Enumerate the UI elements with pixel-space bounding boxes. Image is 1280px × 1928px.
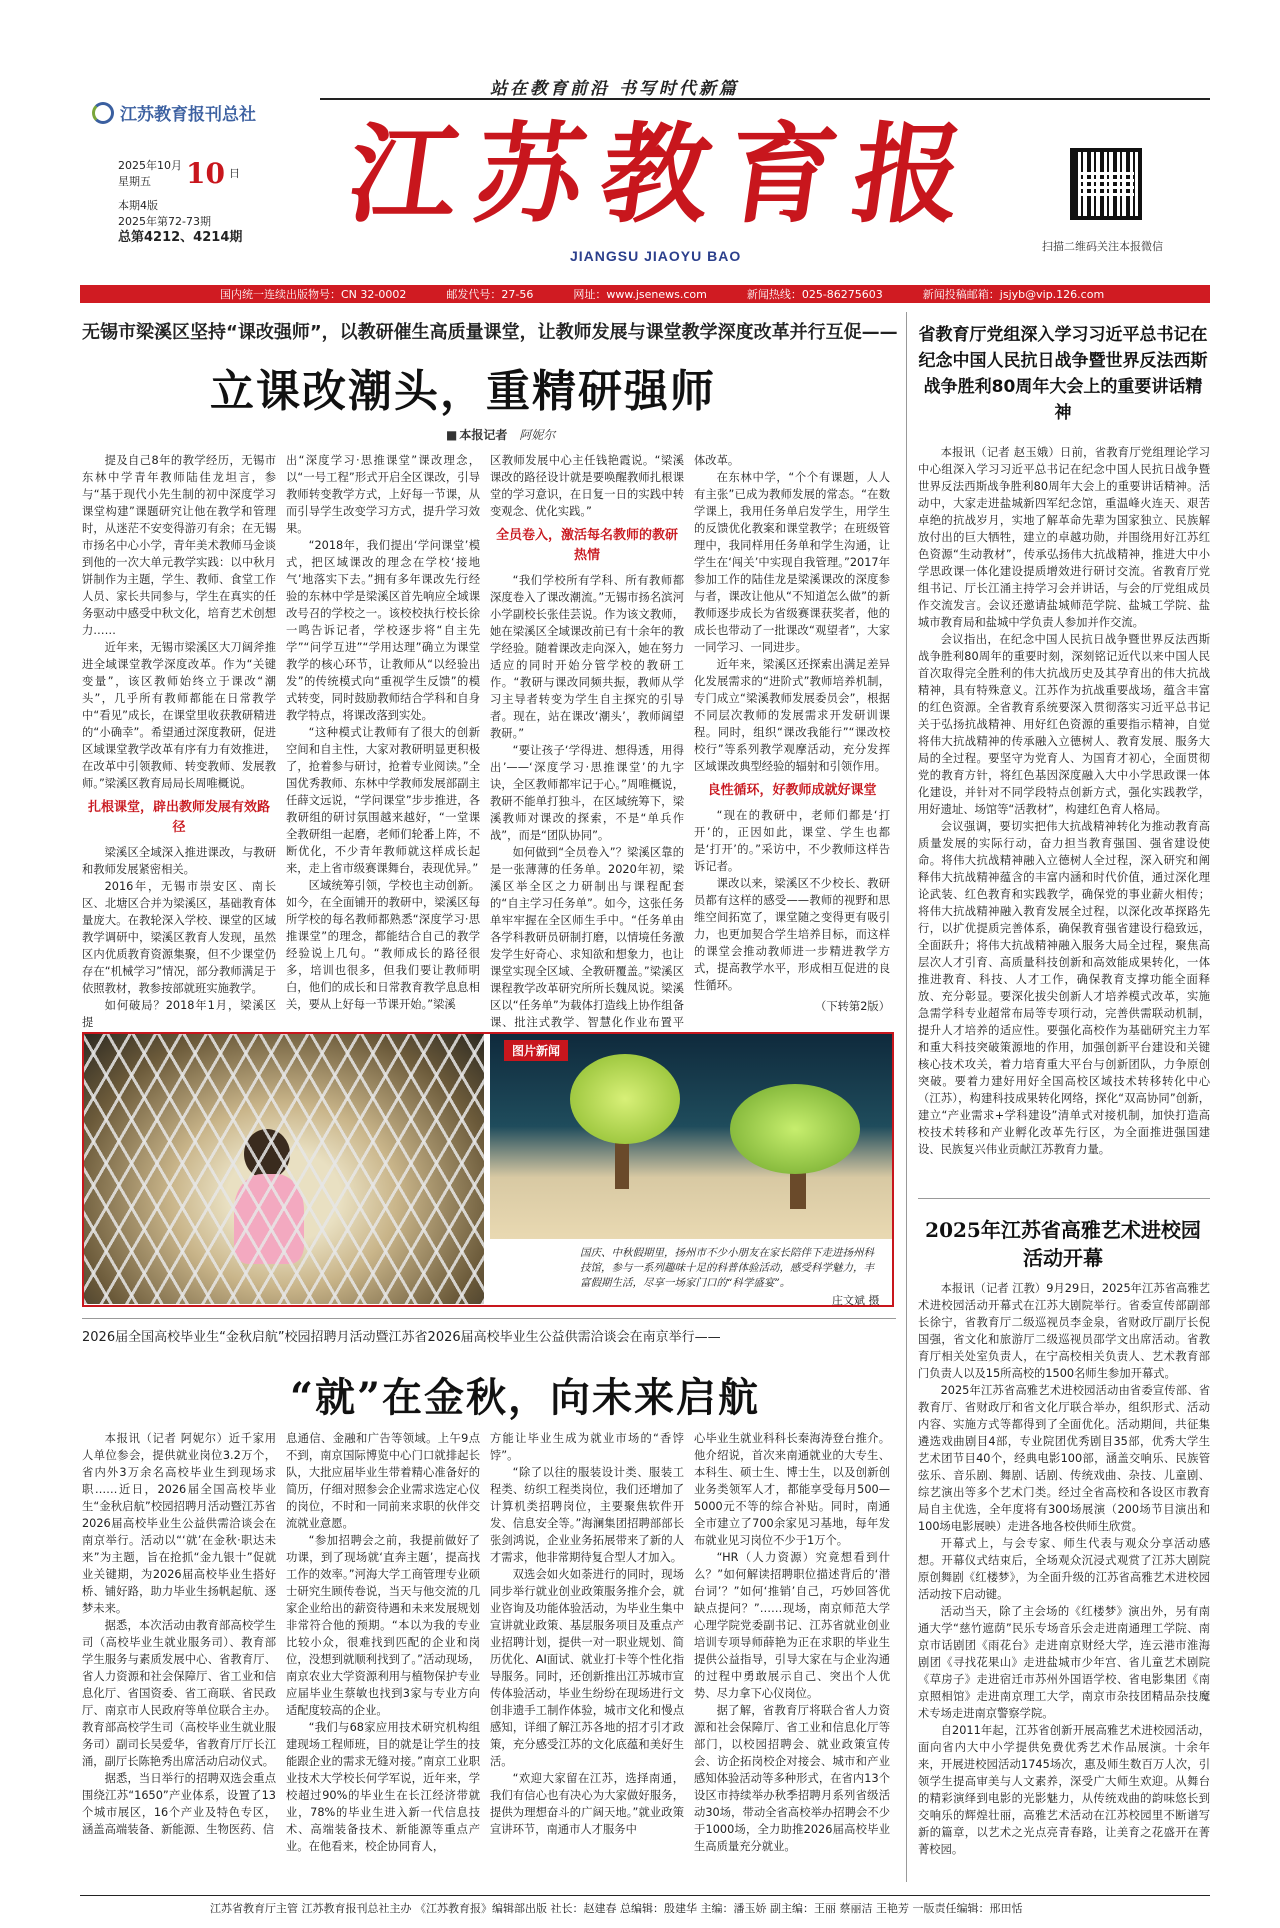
article1-subhead1: 扎根课堂，辟出教师发展有效路径 [87,800,270,835]
paragraph: 据了解，省教育厅将联合省人力资源和社会保障厅、省工业和信息化厅等部门，以校园招聘会、就业政策宣传会、访企拓岗校企对接会、城市和产业感知体验活动等多种形式，在省内13个设区市持续举办秋季招聘月系列省级活动30场，带动全省高校举办招聘会不少于1000场，全力助推2026届高校毕业生高质量充分就业。 [694,1704,890,1853]
info-web[interactable]: 网址：www.jsenews.com [573,288,707,301]
paragraph: 如何做到“全员卷入”？梁溪区靠的是一张薄薄的任务单。2020年初，梁溪区举全区之力研制出与课程配套的“自主学习任务单”。如今，这张任务单牢牢握在全区师生手中。“任务单由各学科教研员研制打磨，以情境任务激发学生好奇心、求知欲和想象力，也让课堂实现全区域、全教研覆盖。”梁溪区课程教学改革研究所所长魏凤说。梁溪区以“任务单”为载体打造线上协作组备课、批注式教学、智慧化作业布置平 [490,846,684,1029]
article1-col1 [82,452,276,1029]
footer-credits: 江苏省教育厅主管 江苏教育报刊总社主办 《江苏教育报》编辑部出版 社长：赵建春 总编辑：殷建华 主编：潘玉娇 副主编：王丽 蔡丽洁 王艳芳 一版责任编辑：邢田恬 [210,1902,1023,1915]
article1-kicker: 无锡市梁溪区坚持“课改强师”，以教研催生高质量课堂，让教师发展与课堂教学深度改革并行互促—— [82,322,898,343]
article2-headline[interactable]: “就”在金秋，向未来启航 [290,1374,761,1421]
article2-col1 [82,1430,276,1885]
byline-name: 阿妮尔 [519,428,556,442]
paragraph: 体改革。 [694,454,740,467]
paragraph: 方能让毕业生成为就业市场的“香饽饽”。 [490,1432,684,1462]
newspaper-title: 江苏教育报 [341,112,989,238]
info-bar [80,285,1210,303]
newspaper-pinyin: JIANGSU JIAOYU BAO [570,248,742,264]
article2-col2 [286,1430,480,1885]
paragraph: “我们学校所有学科、所有教师都深度卷入了课改潮流。”无锡市扬名滨河小学副校长张佳芸说。作为该文教师，她在梁溪区全域课改前已有十余年的教学经验。随着课改走向深入，她在努力适应的同时开始分管学校的教研工作。“教研与课改同频共振，教师从学习主导者转变为学生自主探究的引导者。现在，站在课改‘潮头’，教师阔望教研。” [490,574,684,740]
paragraph: 据悉，当日举行的招聘双选会重点围绕江苏“1650”产业体系，设置了13个城市展区，16个产业及特色专区，涵盖高端装备、新能源、生物医药、信 [82,1772,276,1836]
paragraph: “欢迎大家留在江苏，选择南通，我们有信心也有决心为大家做好服务，提供为理想奋斗的广阔天地。”就业政策宣讲环节，南通市人才服务中 [490,1772,684,1836]
right1-body [918,444,1210,1184]
right2-body [918,1280,1210,1884]
edition: 本期4版 [118,199,158,212]
paragraph: 如何破局？2018年1月，梁溪区提 [82,999,276,1029]
masthead-slogan: 站在教育前沿 书写时代新篇 [490,79,739,99]
continued-note[interactable]: （下转第2版） [815,1000,890,1013]
paragraph: 会议强调，要切实把伟大抗战精神转化为推动教育高质量发展的实际行动，奋力担当教育强国、强省建设使命。将伟大抗战精神融入立德树人全过程，深入研究和阐释伟大抗战精神蕴含的丰富内涵和时代价值，通过深化理论武装、红色教育和实践教学，确保党的事业薪火相传；将伟大抗战精神融入教育发展全过程，以深化改革探路先行，以扩优提质完善体系，确保教育强省建设行稳致远，全面跃升；将伟大抗战精神融入服务大局全过程，聚焦高层次人才引育、高质量科技创新和高效能成果转化，一体推进教育、科技、人才工作，确保教育支撑功能全面释放、充分彰显。要深化拔尖创新人才培养模式改革，实施急需学科专业超常布局等专项行动，完善供需联动机制，提升人才培养的适应性。要强化高校作为基础研究主力军和重大科技突破策源地的作用，加强创新平台建设和关键核心技术攻关，着力培育重大平台与创新团队，力争原创突破。要着力建好用好全国高校区域技术转移转化中心（江苏），构建科技成果转化网络，探化“双高协同”创新，建立“产业需求+学科建设”清单式对接机制，加快打造高校技术转移和产业孵化改革先行区，为全面推进强国建设、民族复兴伟业贡献江苏教育力量。 [918,820,1210,1156]
net-pattern [84,1034,484,1304]
date-block [118,158,258,246]
article1-subhead2: 全员卷入，激活每名教师的教研热情 [495,528,678,563]
paragraph: 在东林中学，“个个有课题，人人有主张”已成为教师发展的常态。“在数学课上，我用任务单启发学生，用学生的反馈优化教案和课堂教学；在班级管理中，我同样用任务单和学生沟通，让学生在‘闯关’中实现自我管理。”2017年参加工作的陆佳龙是梁溪课改的深度参与者，课改让他从“不知道怎么做”的新教师逐步成长为省级赛课获奖者，他的成长也带动了一批课改“观望者”，大家一同学习、一同进步。 [694,471,890,654]
right2-headline[interactable]: 2025年江苏省高雅艺术进校园活动开幕 [925,1218,1201,1270]
paragraph: “参加招聘会之前，我提前做好了功课，到了现场就‘直奔主题’，提高找工作的效率。”河海大学工商管理专业硕士研究生顾传卷说，当天与他交流的几家企业给出的薪资待遇和未来发展规划非常符合他的预期。“本以为我的专业比较小众，很难找到匹配的企业和岗位，没想到就顺利找到了。”活动现场，南京农业大学资源利用与植物保护专业应届毕业生蔡敏也找到3家与专业方向适配度较高的企业。 [286,1534,480,1717]
paragraph: 2016年，无锡市崇安区、南长区、北塘区合并为梁溪区，基础教育体量庞大。在教轮深入学校、课堂的区域教学调研中，梁溪区教育人发现，虽然区内优质教育资源集聚，但不少课堂仍存在“机械学习”情况，部分教师满足于依照教材，教参按部就班实施教学。 [82,880,276,995]
publisher-logo-icon [92,102,114,124]
paragraph: “要让孩子‘学得进、想得透，用得出’——‘深度学习·思推课堂’的九字诀，全区教师都牢记于心。”周唯概说，教研不能单打独斗，在区域统筹下，梁溪教师对课改的探索，不是“单兵作战”，而是“团队协同”。 [490,744,684,842]
tree-canopy [570,1054,680,1144]
info-hotline: 新闻热线：025-86275603 [746,288,883,301]
date-day: 10 [186,157,225,190]
right-divider [918,1198,1210,1199]
article1-byline [446,426,555,443]
article1-col2 [286,452,480,1017]
date-month: 2025年10月 [118,159,182,172]
tree-canopy [730,1084,860,1174]
byline-label: ■ 本报记者 [446,428,507,442]
info-postal: 邮发代号：27-56 [446,288,534,301]
article1-subhead3: 良性循环，好教师成就好课堂 [707,783,877,798]
paragraph: “现在的教研中，老师们都是‘打开’的，正因如此，课堂、学生也都是‘打开’的。”采访中，不少教师这样告诉记者。 [694,809,890,873]
paragraph: 梁溪区全域深入推进课改，与教研和教师发展紧密相关。 [82,846,276,876]
section-divider [82,1318,896,1319]
paragraph: 自2011年起，江苏省创新开展高雅艺术进校园活动，面向省内大中小学提供免费优秀艺术作品展演。十余年来，开展进校园活动1745场次，惠及师生数百万人次，引领学生提高审美与人文素养，深受广大师生欢迎。从舞台的精彩演绎到电影的光影魅力，从传统戏曲的韵味悠长到交响乐的辉煌壮丽，高雅艺术活动在江苏校园里不断谱写新的篇章，以艺术之光点亮青春路，让美育之花盛开在菁菁校园。 [918,1724,1210,1856]
date-day-unit: 日 [228,167,240,180]
article2-kicker: 2026届全国高校毕业生“金秋启航”校园招聘月活动暨江苏省2026届高校毕业生公益供需洽谈会在南京举行—— [82,1330,721,1345]
paragraph: “HR（人力资源）究竟想看到什么？”如何解读招聘职位描述背后的‘潜台词’？”如何‘推销’自己，巧妙回答优缺点提问？”……现场，南京师范大学心理学院党委副书记、江苏省就业创业培训专项导师薛艳为正在求职的毕业生提供公益指导，引导大家在与企业沟通的过程中勇敢展示自己、突出个人优势、尽力拿下心仪岗位。 [694,1551,890,1700]
masthead-rule [320,98,1210,100]
photo-news-tag: 图片新闻 [504,1040,568,1061]
paragraph: 2025年江苏省高雅艺术进校园活动由省委宣传部、省教育厅、省财政厅和省文化厅联合举办，组织形式、活动内容、实施方式等都得到了全面优化。活动期间，共征集遴选戏曲剧目4部，专业院团优秀剧目35部，优秀大学生艺术团节目40个，经典电影100部，涵盖交响乐、民族管弦乐、音乐剧、舞剧、话剧、传统戏曲、杂技、儿童剧、综艺演出等多个艺术门类。经过全省高校和各设区市教育局自主优选，全年度将有300场展演（200场节目演出和100场电影展映）走进各地各校供师生欣赏。 [918,1384,1210,1533]
qr-code-icon[interactable] [1070,148,1142,220]
paragraph: 提及自己8年的教学经历，无锡市东林中学青年教师陆佳龙坦言，参与“基于现代小先生制的初中深度学习课堂构建”课题研究让他在教学和管理时，从迷茫不安变得游刃有余；在无锡市扬名中心小学，青年美术教师马金谈到他的一次大单元教学实践：以中秋月饼制作为主题，学生、教师、食堂工作人员、家长共同参与，学生在真实的任务驱动中感受中秋文化，培育艺术创想力…… [82,454,276,637]
photo-science-hall[interactable] [490,1034,892,1239]
issue-number: 2025年第72-73期 [118,215,211,228]
paragraph: 心毕业生就业科科长秦海涛登台推介。他介绍说，首次来南通就业的大专生、本科生、硕士生、博士生，以及创新创业务类领军人才，都能享受每月500—5000元不等的综合补贴。同时，南通全市建立了700余家见习基地，每年发布就业见习岗位不少于1万个。 [694,1432,890,1547]
paragraph: 区教师发展中心主任钱艳霞说。“梁溪课改的路径设计就是要唤醒教师扎根课堂的学习意识，在日复一日的实践中转变观念、优化实践。” [490,454,684,518]
paragraph: 出“深度学习·思推课堂”课改理念，以“一号工程”形式开启全区课改，引导教师转变教学方式，上好每一节课，从而引导学生改变学习方式，提升学习效果。 [286,454,480,535]
paragraph: 据悉，本次活动由教育部高校学生司（高校毕业生就业服务司）、教育部学生服务与素质发展中心、省教育厅、省人力资源和社会保障厅、省工业和信息化厅、省国资委、省工商联、省民政厅、南京市人民政府等单位联合主办。教育部高校学生司（高校毕业生就业服务司）副司长吴爱华，省教育厅厅长江涌，副厅长陈艳秀出席活动启动仪式。 [82,1619,276,1768]
photo-credit: 庄文斌 摄 [832,1294,880,1307]
paragraph: 本报讯（记者 阿妮尔）近千家用人单位参会，提供就业岗位3.2万个，省内外3万余名高校毕业生到现场求职……近日，2026届全国高校毕业生“金秋启航”校园招聘月活动暨江苏省2026届高校毕业生公益供需洽谈会在南京举行。活动以“‘就’在金秋·职达未来”为主题，旨在抢抓“金九银十”促就业关键期，为2026届高校毕业生搭好桥、铺好路，助力毕业生扬帆起航、逐梦未来。 [82,1432,276,1615]
paragraph: 近年来，梁溪区还探索出满足差异化发展需求的“进阶式”教师培养机制，专门成立“梁溪教师发展委员会”，根据不同层次教师的发展需求开发研训课程。同时，组织“课改我能行”“课改校校行”等系列教学观摩活动，充分发挥区域课改典型经验的辐射和引领作用。 [694,658,890,773]
article1-headline[interactable]: 立课改潮头，重精研强师 [210,366,716,417]
paragraph: 双选会如火如荼进行的同时，现场同步举行就业创业政策服务推介会，就业咨询及功能体验活动，为毕业生集中宣讲就业政策、基层服务项目及重点产业招聘计划，提供一对一职业规划、简历优化、AI面试、就业打卡等个性化指导服务。同时，还创新推出江苏城市宣传体验活动，毕业生纷纷在现场进行文创非遗手工制作体验，城市文化和慢点感知，详细了解江苏各地的招才引才政策，充分感受江苏的文化底蕴和美好生活。 [490,1568,684,1768]
total-issue: 总第4212、4214期 [118,230,243,245]
footer-rule [80,1895,1210,1896]
paragraph: “除了以往的服装设计类、服装工程类、纺织工程类岗位，我们还增加了计算机类招聘岗位，主要聚焦软件开发、信息安全等。”海澜集团招聘部部长张剑鸿说，企业业务拓展带来了新的人才需求，他非常期待复合型人才加入。 [490,1466,684,1564]
date-row [118,158,258,190]
qr-caption: 扫描二维码关注本报微信 [1042,240,1163,253]
paragraph: “这种模式让教师有了很大的创新空间和自主性，大家对教研明显更积极了，抢着参与研讨，抢着专业阅读。”全国优秀教师、东林中学教师发展部副主任薛文远说，“学问课堂”步步推进，各教研组的研讨氛围越来越好，“一堂课全教研组一起磨，老师们轮番上阵，不断优化，不少青年教师就这样成长起来，走上省市级赛课舞台，表现优异。” [286,726,480,875]
info-email[interactable]: 新闻投稿邮箱：jsjyb@vip.126.com [922,288,1105,301]
paragraph: 本报讯（记者 赵玉娥）日前，省教育厅党组理论学习中心组深入学习习近平总书记在纪念中国人民抗日战争暨世界反法西斯战争胜利80周年大会上的重要讲话精神。活动中，大家走进盐城新四军纪念馆，重温峰火连天、艰苦卓绝的抗战岁月，实地了解革命先辈为国家独立、民族解放付出的巨大牺牲，建立的卓越功勋，并围绕用好江苏红色资源“生动教材”，传承弘扬伟大抗战精神，推进大中小学思政课一体化建设提质增效进行研讨交流。省教育厅党组书记、厅长江涌主持学习会并讲话，与会的厅党组成员作交流发言。会议还邀请盐城师范学院、盐城工学院、盐城市教育局和盐城中学负责人参加并作交流。 [918,446,1210,629]
right1-headline[interactable]: 省教育厅党组深入学习习近平总书记在纪念中国人民抗日战争暨世界反法西斯战争胜利80周年大会上的重要讲话精神 [918,325,1208,423]
paragraph: 课改以来，梁溪区不少校长、教研员都有这样的感受——教师的视野和思维空间拓宽了，课堂随之变得更有吸引力，也更加契合学生培养目标，而这样的课堂会推动教师进一步精进教学方式，提高教学水平，形成相互促进的良性循环。 [694,877,890,992]
publisher [92,100,256,125]
paragraph: 近年来，无锡市梁溪区大刀阔斧推进全域课堂教学深度改革。作为“关键变量”，该区教师始终立于课改“潮头”，几乎所有教师都能在日常教学中“看见”成长，在课堂里收获教研精进的“小确幸”。希望通过深度教研，促进区域课堂教学改革有序有力有效推进，在改革中引领教师、转变教师、发展教师。”梁溪区教育局局长周唯概说。 [82,641,276,790]
paragraph: 活动当天，除了主会场的《红楼梦》演出外，另有南通大学“慈竹遮荫”民乐专场音乐会走进南通理工学院、南京市话剧团《雨花台》走进南京财经大学，连云港市淮海剧团《寻找花果山》走进盐城市少年宫、省儿童艺术剧院《草房子》走进宿迁市苏州外国语学校、省电影集团《南京照相馆》走进南京理工大学，南京市杂技团精品杂技魔术专场走进南京警察学院。 [918,1605,1210,1720]
paragraph: 区域统筹引领，学校也主动创新。如今，在全面铺开的教研中，梁溪区每所学校的每名教师都熟悉“深度学习·思推课堂”的理念，都能结合自己的教学经验说上几句。“教师成长的路径很多，培训也很多，但我们要让教师明白，他们的成长和日常教育教学息息相关，要从上好每一节课开始。”梁溪 [286,879,480,1011]
paragraph: 本报讯（记者 江教）9月29日，2025年江苏省高雅艺术进校园活动开幕式在江苏大剧院举行。省委宣传部副部长徐宁，省教育厅二级巡视员李金泉，省财政厅副厅长倪国强，省文化和旅游厅二级巡视员邵学文出席活动。省教育厅相关处室负责人，在宁高校相关负责人、艺术教育部门负责人以及15所高校的1500名师生参加开幕式。 [918,1282,1210,1380]
paragraph: 息通信、金融和广告等领域。上午9点不到，南京国际博览中心门口就排起长队，大批应届毕业生带着精心准备好的简历，仔细对照参会企业需求选定心仪的岗位，不时和一同前来求职的伙伴交流就业意愿。 [286,1432,480,1530]
photo-kids-net[interactable] [84,1034,484,1304]
paragraph: 开幕式上，与会专家、师生代表与观众分享活动感想。开幕仪式结束后，全场观众沉浸式观赏了江苏大剧院原创舞剧《红楼梦》，为全面升级的江苏省高雅艺术进校园活动按下启动键。 [918,1537,1210,1601]
date-weekday: 星期五 [118,175,151,188]
paragraph: “我们与68家应用技术研究机构组建现场工程师班，目的就是让学生的技能跟企业的需求无缝对接。”南京工业职业技术大学校长何学军说，近年来，学校超过90%的毕业生在长江经济带就业，78%的毕业生进入新一代信息技术、高端装备技术、新能源等重点产业。在他看来，校企协同育人， [286,1721,480,1853]
paragraph: 会议指出，在纪念中国人民抗日战争暨世界反法西斯战争胜利80周年的重要时刻，深刻铭记近代以来中国人民首次取得完全胜利的伟大抗战历史及其孕育出的伟大抗战精神，具有特殊意义。江苏作为抗战重要战场，蕴含丰富的红色资源。全省教育系统要深入贯彻落实习近平总书记关于弘扬抗战精神、用好红色资源的重要指示精神，自觉将伟大抗战精神的传承融入立德树人、教育发展、服务大局的全过程。要坚守为党育人、为国育才初心，全面贯彻党的教育方针，将红色基因深度融入大中小学思政课一体化建设，并针对不同学段特点创新方式，强化实践教学，用好遗址、场馆等“活教材”，构建红色育人格局。 [918,633,1210,816]
publisher-name: 江苏教育报刊总社 [120,105,256,125]
info-cn: 国内统一连续出版物号：CN 32-0002 [220,288,407,301]
photo-caption: 国庆、中秋假期里，扬州市不少小朋友在家长陪伴下走进扬州科技馆，参与一系列趣味十足的科普体验活动，感受科学魅力，丰富假期生活，尽享一场家门口的“科学盛宴”。 [580,1247,874,1289]
article2-col4 [694,1430,890,1885]
article1-col3 [490,452,684,1029]
article1-col4 [694,452,890,1017]
column-divider [906,312,907,1882]
article2-col3 [490,1430,684,1885]
paragraph: “2018年，我们提出‘学问课堂’模式，把区域课改的理念在学校‘接地气’地落实下去。”拥有多年课改先行经验的东林中学是梁溪区首先响应全域课改号召的学校之一。该校校执行校长徐一鸣告诉记者，学校逐步将“自主先学”“问学互进”“学用达理”确立为课堂教学的核心环节，让教师从“以经验出发”的传统模式向“重视学生反馈”的模式转变，同时鼓励教师结合学科和自身教学特点，将课改落到实处。 [286,539,480,722]
